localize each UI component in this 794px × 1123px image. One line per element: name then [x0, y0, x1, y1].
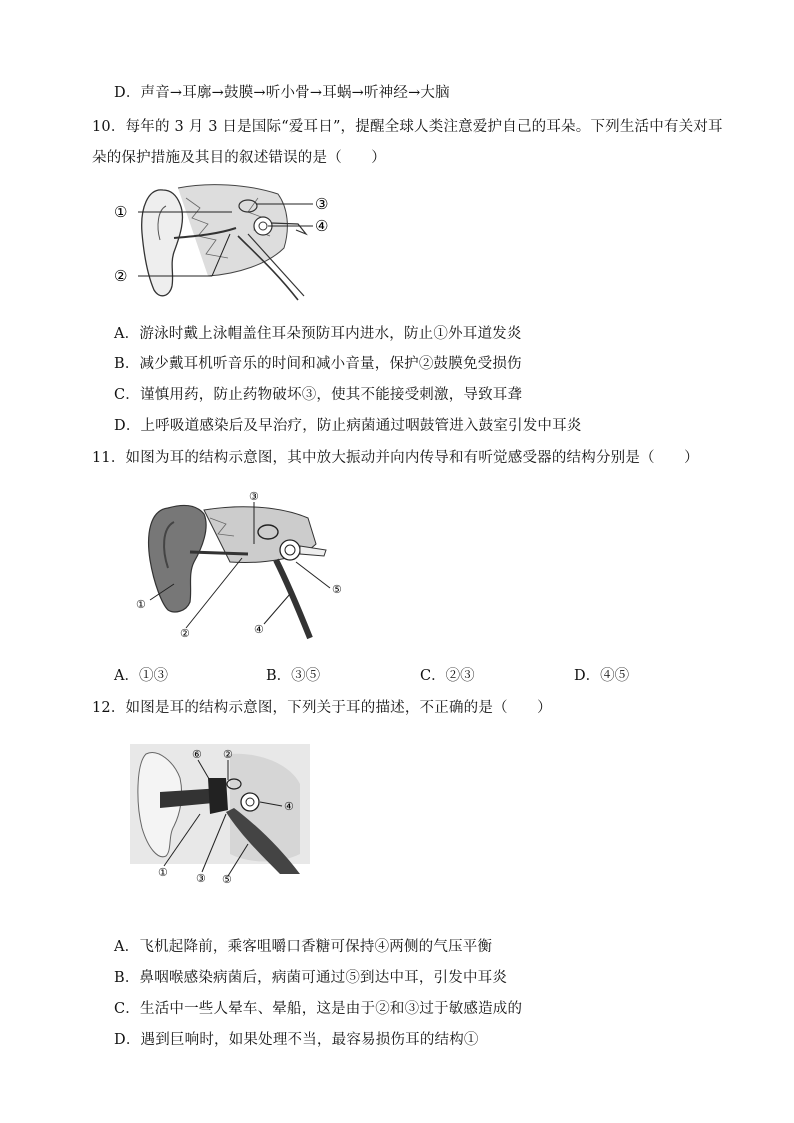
q12-option-d: D．遇到巨响时，如果处理不当，最容易损伤耳的结构①: [114, 1032, 479, 1048]
q11-choice-b: B．③⑤: [266, 668, 321, 684]
q10-label-2: ②: [114, 267, 128, 285]
q11-label-1: ①: [136, 598, 146, 611]
q10-stem-line2: 朵的保护措施及其目的叙述错误的是（ ）: [92, 150, 386, 166]
q10-outer-ear: [142, 190, 183, 296]
q11-label-5: ⑤: [332, 583, 342, 596]
q12-label-6: ⑥: [192, 748, 202, 761]
q10-label-1: ①: [114, 203, 128, 221]
q12-option-b: B．鼻咽喉感染病菌后，病菌可通过⑤到达中耳，引发中耳炎: [114, 970, 508, 986]
q11-label-2: ②: [180, 627, 190, 640]
q10-label-3: ③: [315, 195, 329, 213]
q10-option-c: C．谨慎用药，防止药物破坏③，使其不能接受刺激，导致耳聋: [114, 387, 523, 403]
q12-label-1: ①: [158, 866, 168, 879]
q10-option-b: B．减少戴耳机听音乐的时间和减小音量，保护②鼓膜免受损伤: [114, 356, 522, 372]
q12-option-c: C．生活中一些人晕车、晕船，这是由于②和③过于敏感造成的: [114, 1001, 523, 1017]
previous-question-option-d: D．声音→耳廓→鼓膜→听小骨→耳蜗→听神经→大脑: [114, 85, 450, 101]
q12-label-4: ④: [284, 800, 294, 813]
q11-outer-ear: [149, 506, 207, 612]
q11-label-3: ③: [249, 490, 259, 503]
q10-option-a: A．游泳时戴上泳帽盖住耳朵预防耳内进水，防止①外耳道发炎: [114, 326, 522, 342]
q11-choice-a: A．①③: [114, 668, 168, 684]
q10-ear-diagram: [108, 178, 348, 306]
q12-stem: 12．如图是耳的结构示意图，下列关于耳的描述，不正确的是（ ）: [92, 700, 552, 716]
q10-stem-line1: 10．每年的 3 月 3 日是国际“爱耳日”，提醒全球人类注意爱护自己的耳朵。下列生活中有关对耳: [92, 119, 723, 135]
q11-choice-c: C．②③: [420, 668, 475, 684]
q12-label-3: ③: [196, 872, 206, 884]
q10-option-d: D．上呼吸道感染后及早治疗，防止病菌通过咽鼓管进入鼓室引发中耳炎: [114, 418, 582, 434]
q12-ear-diagram: [130, 744, 310, 884]
q11-ear-diagram: [130, 488, 360, 642]
q11-label-4: ④: [254, 623, 264, 636]
q12-option-a: A．飞机起降前，乘客咀嚼口香糖可保持④两侧的气压平衡: [114, 939, 493, 955]
q10-label-4: ④: [315, 217, 329, 235]
q12-label-2: ②: [223, 748, 233, 761]
q11-choice-d: D．④⑤: [574, 668, 630, 684]
q12-label-5: ⑤: [222, 873, 232, 884]
q11-stem: 11．如图为耳的结构示意图，其中放大振动并向内传导和有听觉感受器的结构分别是（ ）: [92, 450, 699, 466]
